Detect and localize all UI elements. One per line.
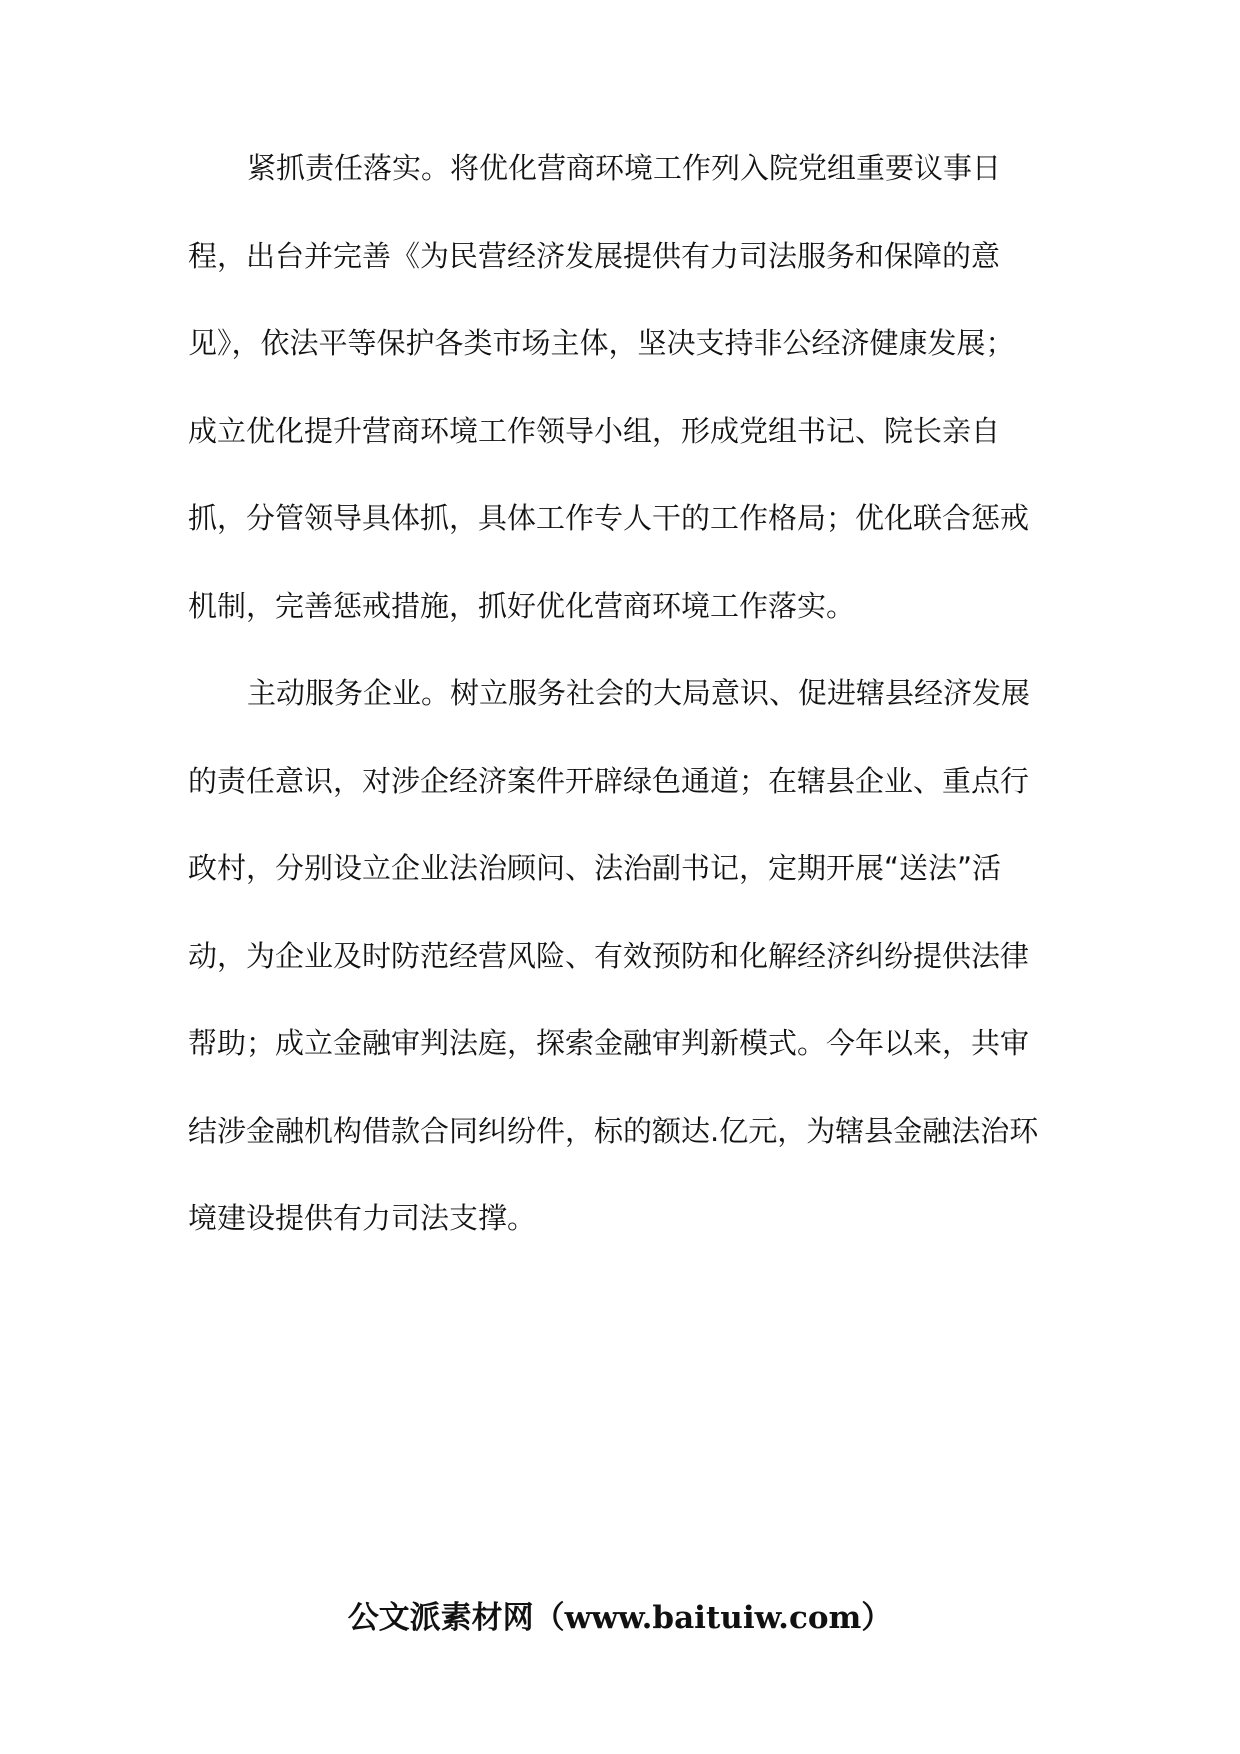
footer-source: 公文派素材网（www.baituiw.com） [347, 1600, 893, 1636]
paragraph-2-line-6: 结涉金融机构借款合同纠纷件，标的额达.亿元，为辖县金融法治环 [188, 1114, 1039, 1148]
paragraph-1-line-2: 程，出台并完善《为民营经济发展提供有力司法服务和保障的意 [188, 239, 1001, 273]
paragraph-2-line-2: 的责任意识，对涉企经济案件开辟绿色通道；在辖县企业、重点行 [188, 764, 1030, 798]
paragraph-2-line-7: 境建设提供有力司法支撑。 [188, 1201, 537, 1235]
paragraph-1-line-3: 见》，依法平等保护各类市场主体，坚决支持非公经济健康发展； [188, 326, 1015, 360]
paragraph-2-line-1: 主动服务企业。树立服务社会的大局意识、促进辖县经济发展 [247, 676, 1031, 710]
paragraph-2-line-4: 动，为企业及时防范经营风险、有效预防和化解经济纠纷提供法律 [188, 939, 1030, 973]
paragraph-2-line-3: 政村，分别设立企业法治顾问、法治副书记，定期开展“送法”活 [188, 851, 1002, 885]
paragraph-1-line-4: 成立优化提升营商环境工作领导小组，形成党组书记、院长亲自 [188, 414, 1001, 448]
paragraph-2-line-5: 帮助；成立金融审判法庭，探索金融审判新模式。今年以来，共审 [188, 1026, 1030, 1060]
paragraph-1-line-5: 抓，分管领导具体抓，具体工作专人干的工作格局；优化联合惩戒 [188, 501, 1030, 535]
paragraph-1-line-6: 机制，完善惩戒措施，抓好优化营商环境工作落实。 [188, 589, 856, 623]
paragraph-1-line-1: 紧抓责任落实。将优化营商环境工作列入院党组重要议事日 [247, 151, 1002, 185]
